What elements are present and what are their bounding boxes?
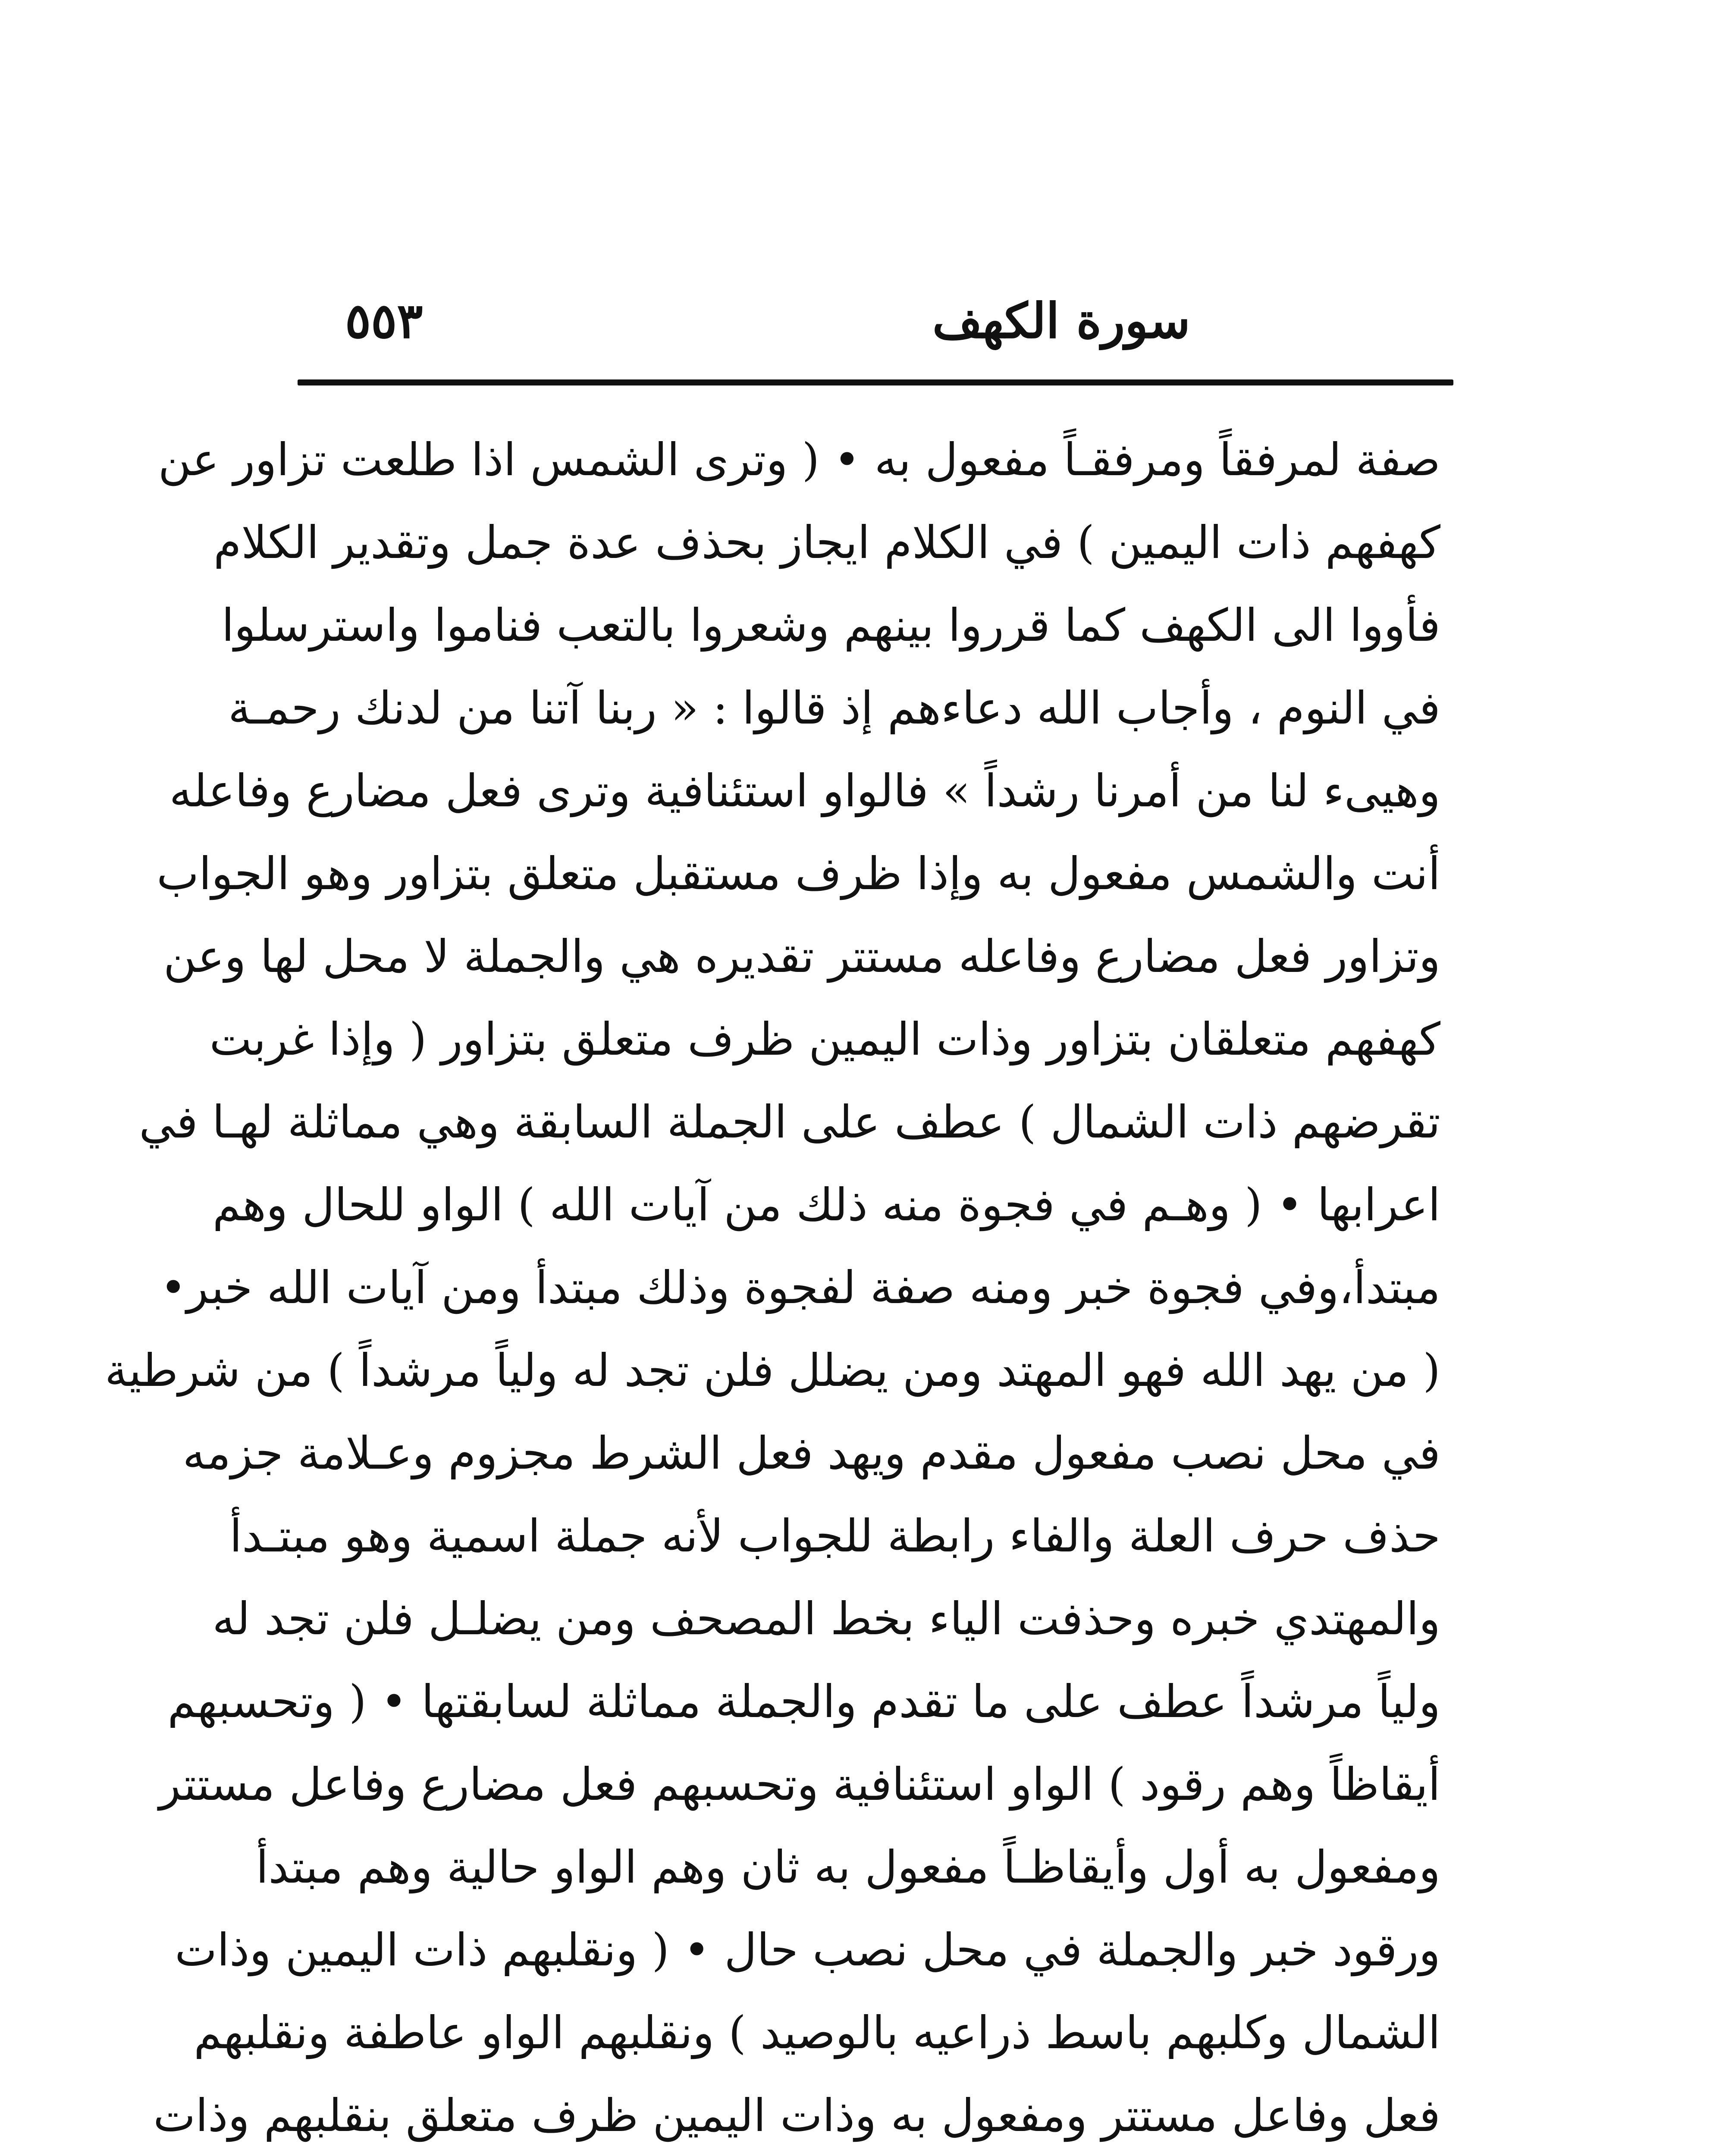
text-line: صفة لمرفقاً ومرفقـاً مفعول به • ( وترى الشمس اذا طلعت تزاور عن xyxy=(158,433,1440,486)
text-line: والمهتدي خبره وحذفت الياء بخط المصحف ومن يضلـل فلن تجد له xyxy=(212,1592,1440,1645)
text-line: كهفهم ذات اليمين ) في الكلام ايجاز بحذف عدة جمل وتقدير الكلام xyxy=(213,516,1440,569)
text-line: تقرضهم ذات الشمال ) عطف على الجملة السابقة وهي مماثلة لهـا في xyxy=(139,1096,1440,1148)
text-line: ومفعول به أول وأيقاظـاً مفعول به ثان وهم الواو حالية وهم مبتدأ xyxy=(256,1841,1440,1893)
text-line: حذف حرف العلة والفاء رابطة للجواب لأنه جملة اسمية وهو مبتـدأ xyxy=(229,1510,1440,1562)
text-line: اعرابها • ( وهـم في فجوة منه ذلك من آيات الله ) الواو للحال وهم xyxy=(212,1178,1440,1231)
body-text xyxy=(105,418,1440,2156)
page-number: ٥٥٣ xyxy=(345,293,423,349)
text-line: وتزاور فعل مضارع وفاعله مستتر تقديره هي والجملة لا محل لها وعن xyxy=(163,930,1440,983)
surah-title: سورة الكهف xyxy=(932,293,1190,349)
text-line: أنت والشمس مفعول به وإذا ظرف مستقبل متعلق بتزاور وهو الجواب xyxy=(157,847,1440,900)
text-line: مبتدأ،وفي فجوة خبر ومنه صفة لفجوة وذلك مبتدأ ومن آيات الله خبر• xyxy=(160,1261,1440,1314)
text-line: فعل وفاعل مستتر ومفعول به وذات اليمين ظرف متعلق بنقلبهم وذات xyxy=(153,2089,1440,2142)
text-line: ( من يهد الله فهو المهتد ومن يضلل فلن تجد له ولياً مرشداً ) من شرطية xyxy=(105,1344,1440,1397)
text-line: كهفهم متعلقان بتزاور وذات اليمين ظرف متعلق بتزاور ( وإذا غربت xyxy=(209,1013,1440,1065)
header-divider xyxy=(298,379,1453,385)
text-line: أيقاظاً وهم رقود ) الواو استئنافية وتحسبهم فعل مضارع وفاعل مستتر xyxy=(159,1758,1440,1811)
text-line: في النوم ، وأجاب الله دعاءهم إذ قالوا : « ربنا آتنا من لدنك رحمـة xyxy=(228,682,1440,734)
text-line: فأووا الى الكهف كما قرروا بينهم وشعروا بالتعب فناموا واسترسلوا xyxy=(221,599,1440,652)
text-line: الشمال وكلبهم باسط ذراعيه بالوصيد ) ونقلبهم الواو عاطفة ونقلبهم xyxy=(194,2006,1440,2059)
text-line: ولياً مرشداً عطف على ما تقدم والجملة مماثلة لسابقتها • ( وتحسبهم xyxy=(167,1675,1440,1728)
running-header xyxy=(298,285,1440,358)
text-line: وهيىء لنا من أمرنا رشداً » فالواو استئنافية وترى فعل مضارع وفاعله xyxy=(169,765,1440,817)
text-line: في محل نصب مفعول مقدم ويهد فعل الشرط مجزوم وعـلامة جزمه xyxy=(182,1427,1440,1479)
text-line: ورقود خبر والجملة في محل نصب حال • ( ونقلبهم ذات اليمين وذات xyxy=(175,1924,1440,1976)
